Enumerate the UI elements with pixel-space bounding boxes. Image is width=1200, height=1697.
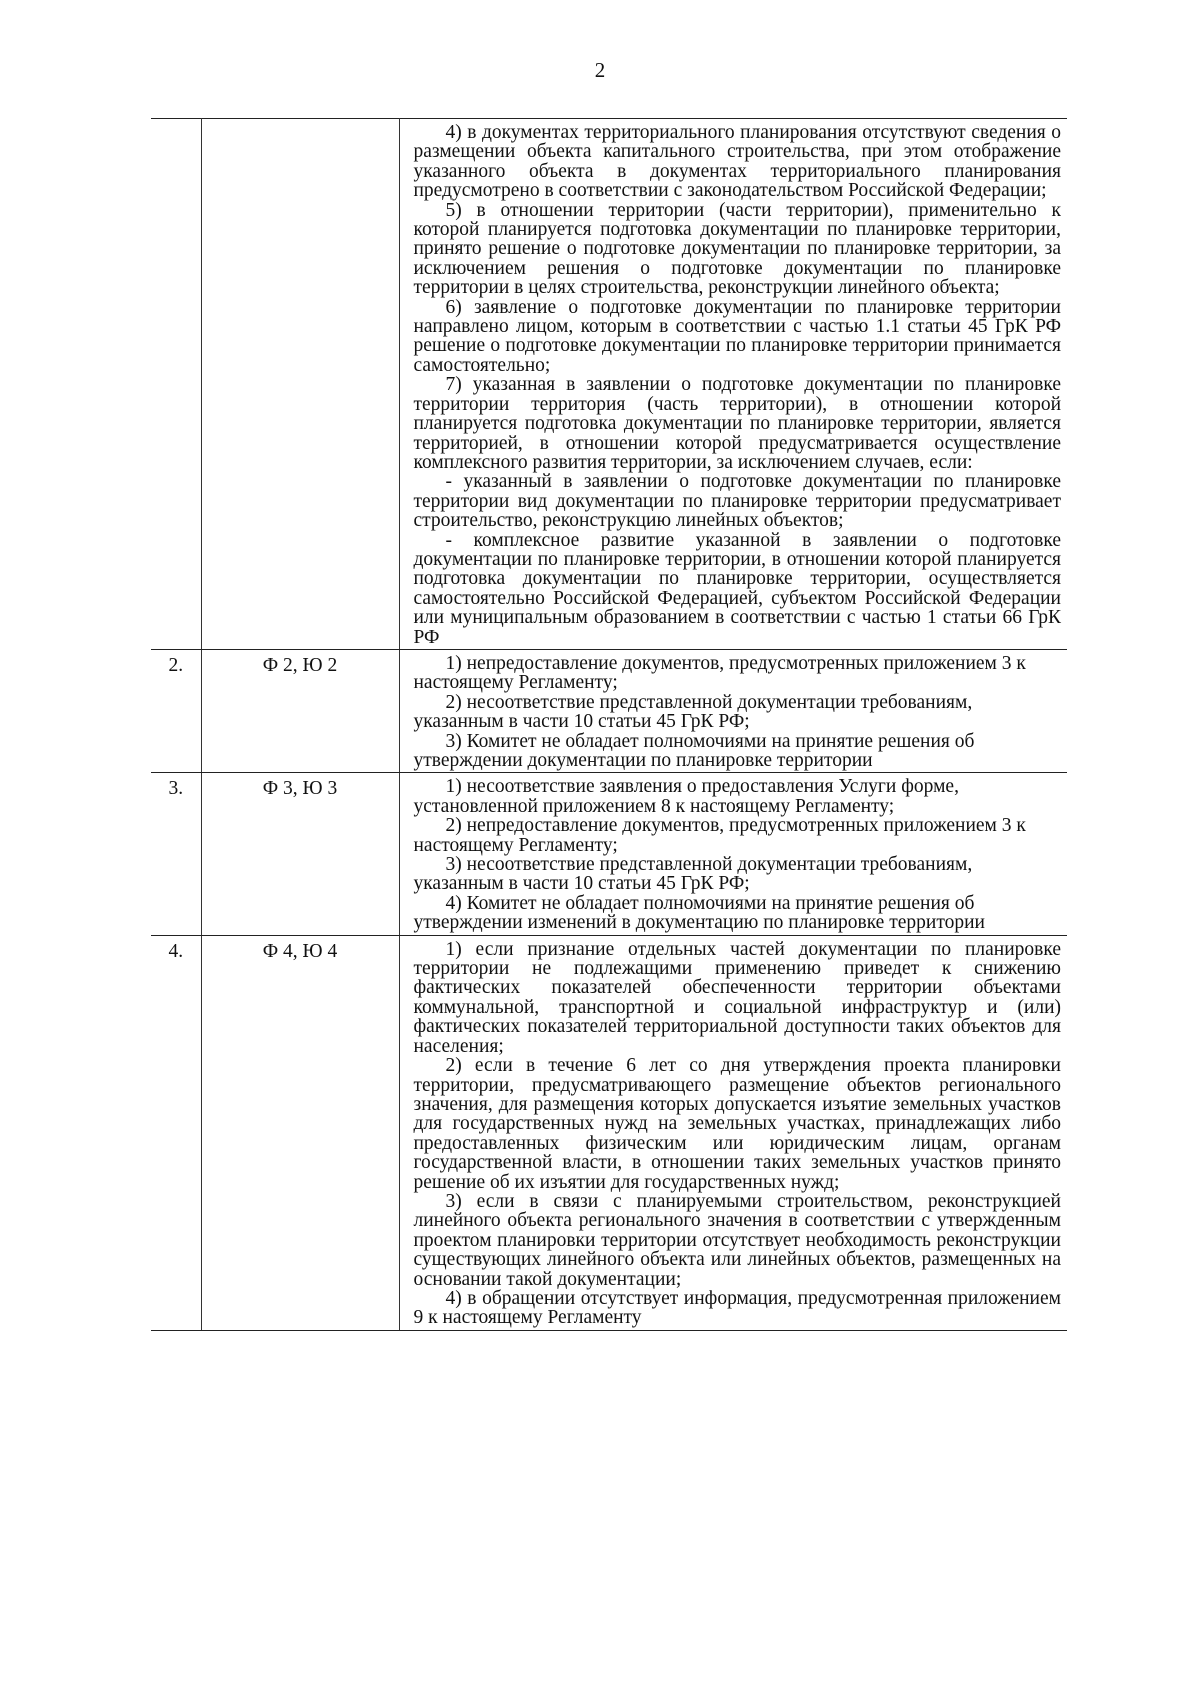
row-number: 3. <box>151 773 201 935</box>
row-code <box>201 119 399 650</box>
ground-item: - указанный в заявлении о подготовке документации по планировке территории вид документации по планировке территории предусматривает строительство, реконструкцию линейных объектов; <box>413 471 1061 532</box>
table-row <box>151 119 1067 650</box>
refusal-grounds-table <box>151 118 1067 1331</box>
ground-item: 2) несоответствие представленной документации требованиям, указанным в части 10 статьи 45 ГрК РФ; <box>413 691 973 733</box>
ground-item: 2) непредоставление документов, предусмотренных приложением 3 к настоящему Регламенту; <box>413 815 1026 856</box>
ground-item: 2) если в течение 6 лет со дня утверждения проекта планировки территории, предусматривающего размещение объектов регионального значения, для размещения которых допускается изъятие земельных участков для государственных нужд на земельных участках, принадлежащих либо предоставленных физическим или юридическим лицам, органам государственной власти, в отношении таких земельных участков принято решение об их изъятии для государственных нужд; <box>413 1055 1061 1193</box>
row-number: 2. <box>151 649 201 772</box>
ground-item: 1) непредоставление документов, предусмотренных приложением 3 к настоящему Регламенту; <box>413 652 1026 694</box>
ground-item: 4) в документах территориального планирования отсутствуют сведения о размещении объекта капитального строительства, при этом отображение указанного объекта в документах территориального планирования предусмотрено в соответствии с законодательством Российской Федерации; <box>413 122 1061 202</box>
row-grounds <box>399 773 1067 935</box>
table-row <box>151 935 1067 1330</box>
ground-item: 7) указанная в заявлении о подготовке документации по планировке территории территория (часть территории), в отношении которой планируется подготовка документации по планировке территории, является территорией, в отношении которой предусматривается осуществление комплексного развития территории, за исключением случаев, если: <box>413 374 1061 473</box>
ground-item: 3) Комитет не обладает полномочиями на принятие решения об утверждении документации по планировке территории <box>413 730 975 771</box>
row-number: 4. <box>151 935 201 1330</box>
ground-item: 1) несоответствие заявления о предоставления Услуги форме, установленной приложением 8 к настоящему Регламенту; <box>413 776 959 817</box>
ground-item: 4) в обращении отсутствует информация, предусмотренная приложением 9 к настоящему Регламенту <box>413 1287 1061 1329</box>
ground-item: 3) несоответствие представленной документации требованиям, указанным в части 10 статьи 45 ГрК РФ; <box>413 854 973 895</box>
table-row <box>151 773 1067 935</box>
ground-item: 1) если признание отдельных частей документации по планировке территории не подлежащими применению приведет к снижению фактических показателей обеспеченности территории объектами коммунальной, транспортной и социальной инфраструктур и (или) фактических показателей территориальной доступности таких объектов для населения; <box>413 938 1061 1057</box>
row-code: Ф 4, Ю 4 <box>201 935 399 1330</box>
row-code: Ф 2, Ю 2 <box>201 649 399 772</box>
ground-item: 4) Комитет не обладает полномочиями на принятие решения об утверждении изменений в документацию по планировке территории <box>413 892 985 934</box>
ground-item: - комплексное развитие указанной в заявлении о подготовке документации по планировке территории, в отношении которой планируется подготовка документации по планировке территории, осуществляется самостоятельно Российской Федерацией, субъектом Российской Федерации или муниципальным образованием в соответствии с частью 1 статьи 66 ГрК РФ <box>413 529 1061 648</box>
row-grounds <box>399 935 1067 1330</box>
ground-item: 3) если в связи с планируемыми строительством, реконструкцией линейного объекта регионального значения в соответствии с утвержденным проектом планировки территории отсутствует необходимость реконструкции существующих линейного объекта или линейных объектов, размещенных на основании такой документации; <box>413 1190 1061 1290</box>
row-code: Ф 3, Ю 3 <box>201 773 399 935</box>
page-number: 2 <box>594 58 606 82</box>
ground-item: 6) заявление о подготовке документации по планировке территории направлено лицом, которым в соответствии с частью 1.1 статьи 45 ГрК РФ решение о подготовке документации по планировке территории принимается самостоятельно; <box>413 296 1061 376</box>
table-row <box>151 649 1067 772</box>
row-number <box>151 119 201 650</box>
ground-item: 5) в отношении территории (части территории), применительно к которой планируется подготовка документации по планировке территории, принято решение о подготовке документации по планировке территории, за исключением решения о подготовке документации по планировке территории в целях строительства, реконструкции линейного объекта; <box>413 199 1061 299</box>
row-grounds <box>399 119 1067 650</box>
row-grounds <box>399 649 1067 772</box>
